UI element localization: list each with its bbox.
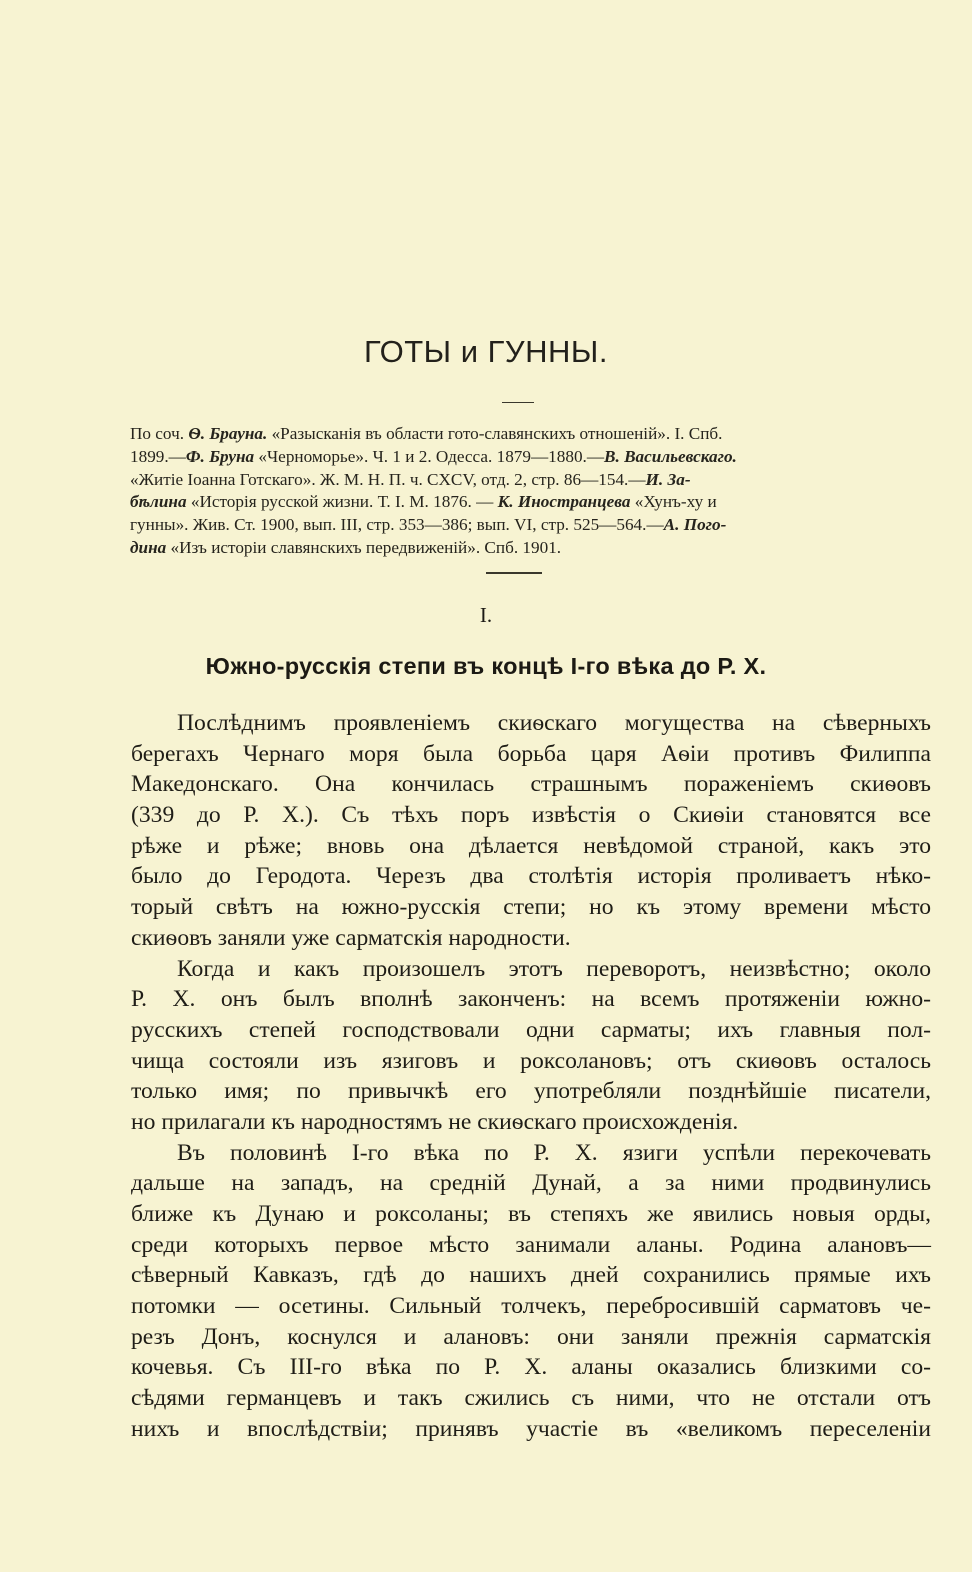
body-line: дальше на западъ, на средній Дунай, а за ними продвинулись <box>131 1170 931 1197</box>
sources-text: «Житіе Іоанна Готскаго». Ж. М. Н. П. ч. CXCV, отд. 2, стр. 86—154.— <box>130 469 646 489</box>
sources-text: «Исторія русской жизни. Т. I. М. 1876. — <box>186 492 498 512</box>
body-line: русскихъ степей господствовали одни сарматы; ихъ главныя пол- <box>131 1016 931 1043</box>
sources-author: Ѳ. Брауна. <box>188 424 268 443</box>
sources-text: «Изъ исторіи славянскихъ передвиженій». Спб. 1901. <box>166 537 562 557</box>
section-divider <box>486 572 542 574</box>
title-divider <box>502 402 534 403</box>
sources-line <box>130 446 930 469</box>
sources-author: дина <box>130 537 167 557</box>
sources-line <box>130 423 930 446</box>
body-line: чища состояли изъ язиговъ и роксолановъ; отъ скиѳовъ осталось <box>131 1047 931 1074</box>
sources-author: В. Васильевскаго. <box>604 446 737 466</box>
body-line: среди которыхъ первое мѣсто занимали аланы. Родина алановъ— <box>131 1231 931 1258</box>
body-line: Послѣднимъ проявленіемъ скиѳскаго могущества на сѣверныхъ <box>177 710 931 736</box>
sources-text: «Черноморье». Ч. 1 и 2. Одесса. 1879—1880.— <box>254 446 605 466</box>
sources-author: А. Пого- <box>663 515 727 535</box>
section-number: I. <box>479 603 493 627</box>
page-title: ГОТЫ и ГУННЫ. <box>364 334 608 369</box>
sources-author: Ф. Бруна <box>185 446 255 466</box>
sources-author: К. Иностранцева <box>497 492 631 512</box>
body-line: ближе къ Дунаю и роксоланы; въ степяхъ же явились новыя орды, <box>131 1201 931 1227</box>
sources-text: «Хунъ-ху и <box>630 492 717 512</box>
body-line: только имя; по привычкѣ его употребляли позднѣйшіе писатели, <box>131 1078 931 1105</box>
body-line: было до Геродота. Черезъ два столѣтія исторія проливаетъ нѣко- <box>131 863 931 890</box>
sources-note <box>130 423 930 560</box>
body-line: сѣверный Кавказъ, гдѣ до нашихъ дней сохранились прямые ихъ <box>131 1262 931 1289</box>
body-line: Когда и какъ произошелъ этотъ переворотъ, неизвѣстно; около <box>177 955 931 982</box>
sources-line <box>130 491 930 514</box>
sources-author: бѣлина <box>130 492 187 512</box>
body-line: резъ Донъ, коснулся и алановъ: они заняли прежнія сарматскія <box>131 1323 931 1350</box>
body-line: рѣже и рѣже; вновь она дѣлается невѣдомой страной, какъ это <box>131 832 931 859</box>
body-text <box>131 708 931 1445</box>
sources-line <box>130 537 930 560</box>
body-line: берегахъ Чернаго моря была борьба царя Аѳіи противъ Филиппа <box>131 740 931 767</box>
body-line: нихъ и впослѣдствіи; принявъ участіе въ «великомъ переселеніи <box>131 1415 931 1442</box>
body-line: Македонскаго. Она кончилась страшнымъ пораженіемъ скиѳовъ <box>131 771 931 798</box>
body-line: скиѳовъ заняли уже сарматскія народности. <box>131 924 571 951</box>
body-line: кочевья. Съ III-го вѣка по Р. Х. аланы оказались близкими со- <box>131 1354 931 1381</box>
sources-text: 1899.— <box>130 446 186 466</box>
section-heading: Южно-русскія степи въ концѣ I-го вѣка до Р. Х. <box>205 653 767 679</box>
sources-author: И. За- <box>645 469 691 489</box>
body-line: сѣдями германцевъ и такъ сжились съ ними, что не отстали отъ <box>131 1385 931 1412</box>
body-line: торый свѣтъ на южно-русскія степи; но къ этому времени мѣсто <box>131 894 931 921</box>
body-line: потомки — осетины. Сильный толчекъ, перебросившій сарматовъ че- <box>131 1293 931 1320</box>
sources-line <box>130 514 930 537</box>
body-line: (339 до Р. Х.). Съ тѣхъ поръ извѣстія о Скиѳіи становятся все <box>131 802 931 829</box>
sources-line <box>130 469 930 492</box>
sources-text: гунны». Жив. Ст. 1900, вып. III, стр. 353—386; вып. VI, стр. 525—564.— <box>130 515 664 535</box>
body-line: Въ половинѣ I-го вѣка по Р. Х. язиги успѣли перекочевать <box>177 1139 931 1166</box>
sources-text: По соч. <box>130 424 189 443</box>
body-line: но прилагали къ народностямъ не скиѳскаго происхожденія. <box>131 1108 739 1135</box>
body-line: Р. Х. онъ былъ вполнѣ законченъ: на всемъ протяженіи южно- <box>131 986 931 1013</box>
sources-text: «Разысканія въ области гото-славянскихъ отношеній». I. Спб. <box>267 424 723 443</box>
